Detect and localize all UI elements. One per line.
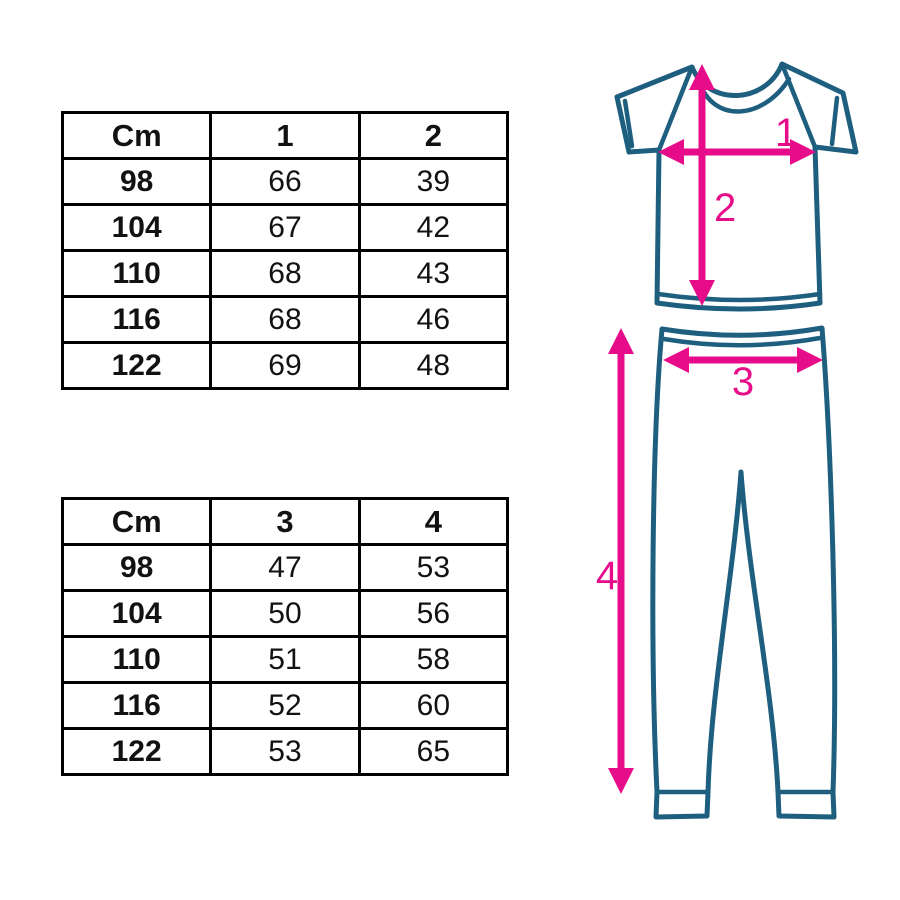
table-row bbox=[63, 591, 508, 637]
size-table-pants bbox=[61, 497, 509, 776]
value-cell: 68 bbox=[211, 251, 359, 297]
value-cell: 65 bbox=[359, 729, 507, 775]
header-row bbox=[63, 499, 508, 545]
value-cell: 53 bbox=[211, 729, 359, 775]
column-header-cm: Cm bbox=[63, 113, 211, 159]
tshirt-outline bbox=[617, 64, 856, 309]
table-row bbox=[63, 545, 508, 591]
value-cell: 56 bbox=[359, 591, 507, 637]
size-cell: 98 bbox=[63, 545, 211, 591]
pants-measurements-table bbox=[61, 497, 509, 776]
tshirt-graphic bbox=[617, 64, 856, 309]
table-row bbox=[63, 637, 508, 683]
table-row bbox=[63, 729, 508, 775]
size-cell: 110 bbox=[63, 637, 211, 683]
table-row bbox=[63, 297, 508, 343]
size-cell: 104 bbox=[63, 205, 211, 251]
table-row bbox=[63, 159, 508, 205]
header-row bbox=[63, 113, 508, 159]
table-row bbox=[63, 683, 508, 729]
table-row bbox=[63, 251, 508, 297]
pajama-measurement-diagram bbox=[575, 50, 880, 840]
size-table-shirt bbox=[61, 111, 509, 390]
value-cell: 39 bbox=[359, 159, 507, 205]
column-header-3: 3 bbox=[211, 499, 359, 545]
value-cell: 51 bbox=[211, 637, 359, 683]
value-cell: 60 bbox=[359, 683, 507, 729]
measure-label-1: 1 bbox=[774, 111, 798, 155]
measure-label-3: 3 bbox=[731, 360, 755, 404]
size-cell: 116 bbox=[63, 297, 211, 343]
table-row bbox=[63, 343, 508, 389]
value-cell: 42 bbox=[359, 205, 507, 251]
column-header-4: 4 bbox=[359, 499, 507, 545]
size-cell: 122 bbox=[63, 729, 211, 775]
size-cell: 116 bbox=[63, 683, 211, 729]
value-cell: 47 bbox=[211, 545, 359, 591]
value-cell: 66 bbox=[211, 159, 359, 205]
column-header-cm: Cm bbox=[63, 499, 211, 545]
column-header-1: 1 bbox=[211, 113, 359, 159]
size-cell: 122 bbox=[63, 343, 211, 389]
value-cell: 52 bbox=[211, 683, 359, 729]
value-cell: 48 bbox=[359, 343, 507, 389]
measure-label-4: 4 bbox=[595, 554, 619, 598]
value-cell: 67 bbox=[211, 205, 359, 251]
arrow-bottom-head bbox=[608, 768, 634, 794]
shirt-measurements-table bbox=[61, 111, 509, 390]
value-cell: 50 bbox=[211, 591, 359, 637]
value-cell: 69 bbox=[211, 343, 359, 389]
value-cell: 53 bbox=[359, 545, 507, 591]
column-header-2: 2 bbox=[359, 113, 507, 159]
size-cell: 110 bbox=[63, 251, 211, 297]
value-cell: 68 bbox=[211, 297, 359, 343]
size-cell: 104 bbox=[63, 591, 211, 637]
table-row bbox=[63, 205, 508, 251]
value-cell: 46 bbox=[359, 297, 507, 343]
size-cell: 98 bbox=[63, 159, 211, 205]
measure-label-2: 2 bbox=[714, 186, 737, 230]
value-cell: 43 bbox=[359, 251, 507, 297]
value-cell: 58 bbox=[359, 637, 507, 683]
arrow-top-head bbox=[608, 328, 634, 354]
